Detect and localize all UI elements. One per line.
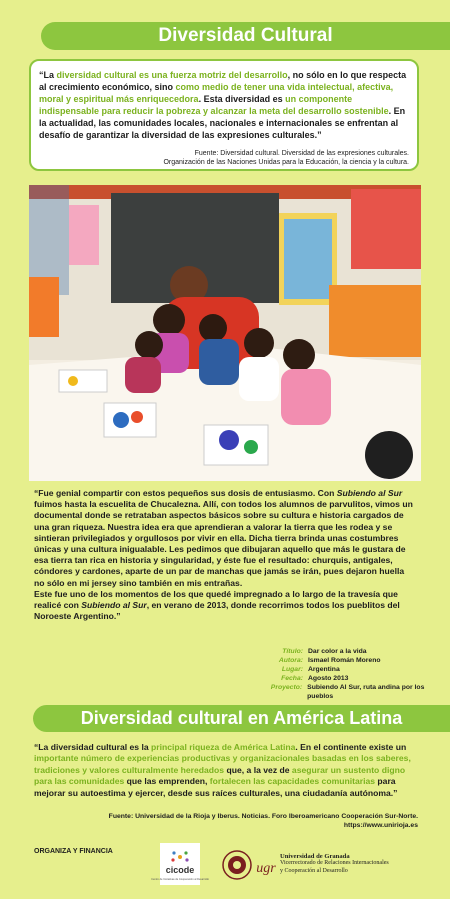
- organiza-label: ORGANIZA Y FINANCIA: [34, 848, 113, 855]
- ugr-seal-icon: [222, 848, 282, 882]
- quote-text: . En el continente existe un: [295, 742, 407, 752]
- unesco-quote: [39, 69, 409, 141]
- quote-text: “La diversidad cultural es la: [34, 742, 152, 752]
- credit-key: Lugar:: [281, 666, 303, 673]
- america-latina-quote: [34, 742, 414, 799]
- source-line: Fuente: Universidad de la Rioja y Iberus. Noticias. Foro Iberoamericano Cooperación Sur-Norte.: [108, 813, 418, 820]
- quote-source: [39, 149, 409, 167]
- section-title-diversidad-cultural: Diversidad Cultural: [41, 22, 450, 50]
- ugr-text: [280, 853, 389, 875]
- quote-highlight: importante número de experiencias productivas y organizacionales basadas en los saberes, tradiciones y valores culturalmente heredados: [34, 753, 411, 775]
- quote-text: . Esta diversidad es: [198, 94, 286, 104]
- source-link[interactable]: https://www.unirioja.es: [343, 822, 418, 829]
- cicode-logo-icon: [151, 843, 209, 885]
- source-line: Fuente: Diversidad cultural. Diversidad de las expresiones culturales.: [194, 150, 409, 157]
- classroom-illustration: [29, 185, 421, 481]
- svg-text:cicode: cicode: [165, 865, 195, 875]
- credit-key: Autora:: [278, 657, 303, 664]
- quote-text: que, a la vez de: [224, 764, 292, 775]
- story-text-segment: Este fue uno de los momentos de los que quedé impregnado a lo largo de la travesía que realicé con: [34, 588, 398, 611]
- ugr-logo: [222, 848, 282, 882]
- america-latina-source: [109, 812, 418, 830]
- classroom-photo: [29, 185, 421, 481]
- story-text-segment: “Fue genial compartir con estos pequeños sus dosis de entusiasmo. Con: [34, 488, 337, 498]
- credit-row: [250, 647, 450, 656]
- story-italic-project: Subiendo al Sur: [336, 488, 403, 498]
- quote-text: para mejorar su autoestima y ejercer, desde sus raíces culturales, una ciudadanía autónoma.”: [34, 776, 398, 798]
- quote-highlight: asegurar un sustento digno para las comunidades: [34, 764, 406, 787]
- ugr-dept: Vicerrectorado de Relaciones Internacionales: [280, 860, 389, 867]
- story-text: [34, 488, 416, 622]
- quote-box-unesco: [29, 59, 419, 171]
- cicode-logo: [151, 843, 209, 885]
- quote-text: . En la actualidad, las comunidades locales, nacionales e internacionales se enfrentan al desafío de garantizar la diversidad de las expresiones culturales.”: [39, 106, 406, 140]
- story-paragraph-2: [34, 589, 416, 623]
- ugr-name: Universidad de Granada: [280, 853, 350, 860]
- credit-row: [250, 656, 450, 665]
- credit-key: Proyecto:: [270, 684, 303, 691]
- story-italic-project: Subiendo al Sur: [81, 600, 147, 611]
- quote-text: , no sólo en lo que respecta al crecimiento económico, sino: [39, 70, 407, 92]
- quote-text: “La: [39, 70, 57, 80]
- credit-value: Agosto 2013: [308, 675, 349, 682]
- quote-highlight: un componente indispensable para reducir la pobreza y alcanzar la meta del desarrollo sostenible: [39, 94, 389, 116]
- quote-highlight: como medio de tener una vida intelectual, afectiva, moral y espiritual más enriquecedora: [39, 82, 394, 104]
- credit-row: [250, 683, 450, 701]
- credit-value: Subiendo Al Sur, ruta andina por los pueblos: [307, 684, 425, 700]
- quote-highlight: fortalecen las capacidades comunitarias: [209, 776, 376, 787]
- credit-key: Título:: [282, 648, 303, 655]
- credit-row: [250, 665, 450, 674]
- svg-text:ugr: ugr: [256, 861, 276, 876]
- story-paragraph-1: [34, 488, 416, 589]
- source-line: Organización de las Naciones Unidas para la Educación, la ciencia y la cultura.: [163, 159, 409, 166]
- credit-key: Fecha:: [281, 675, 303, 682]
- section-title-america-latina: Diversidad cultural en América Latina: [33, 705, 450, 732]
- credit-value: Ismael Román Moreno: [308, 657, 381, 664]
- story-text-segment: , en verano de 2013, donde recorrimos todos los pueblitos del Noroeste Argentino.”: [34, 600, 400, 622]
- story-text-segment: fuimos hasta la escuelita de Chucalezna. Allí, con todos los alumnos de parvulitos, vimos un documental donde se retrataban aspectos básicos sobre su cultura e historia cargados de una gran riqueza. Nuestra idea era que aprendieran a valorar la tierra que les rodea y se sintieran privilegiados y orgullosos por vivir en ella. Dicha tierra brinda unas costumbres únicas y una cultura inigualable. Les pedimos que dibujaran aquello que más le gustara de esa tierra tan rica en historia y singularidad, y éste fue el resultado: churquis, antigales, cóndores y cardones, aparte de un par de manchas que jamás se irán, pues dejaron huella no sólo en mi jersey sino también en mis entrañas.: [34, 499, 413, 588]
- quote-highlight: principal riqueza de América Latina: [151, 742, 296, 752]
- svg-text:Centro de Iniciativas de Coope: Centro de Iniciativas de Cooperación al Desarrollo: [151, 878, 209, 881]
- credit-value: Dar color a la vida: [308, 648, 367, 655]
- quote-text: que las emprenden,: [124, 776, 210, 787]
- photo-credits: [250, 647, 450, 701]
- credit-value: Argentina: [308, 666, 340, 673]
- ugr-dept: y Cooperación al Desarrollo: [280, 867, 348, 874]
- quote-highlight: diversidad cultural es una fuerza motriz del desarrollo: [56, 70, 288, 80]
- credit-row: [250, 674, 450, 683]
